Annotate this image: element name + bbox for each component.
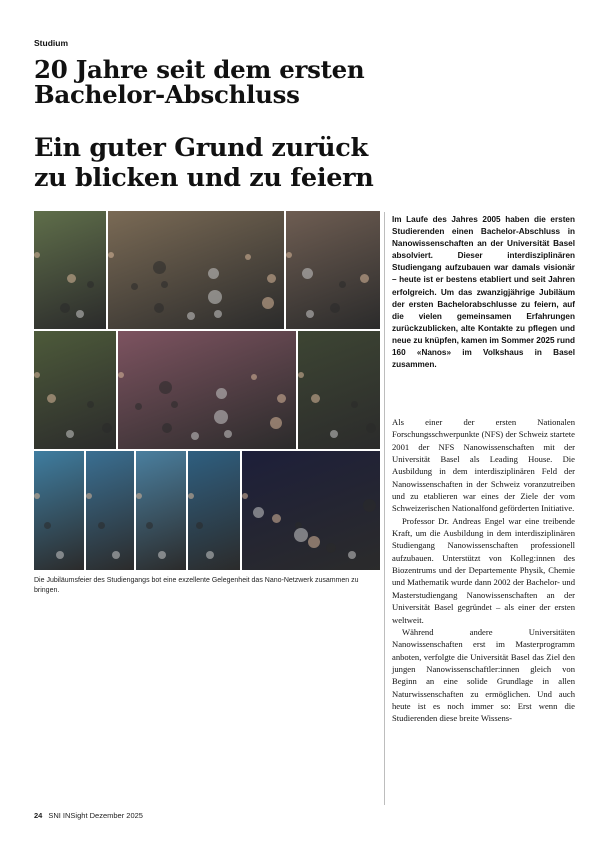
photo-caption: Die Jubiläumsfeier des Studiengangs bot eine exzellente Gelegenheit das Nano-Netzwerk zusammen zu bringen. <box>34 577 359 594</box>
subheadline-line-2: zu blicken und zu feiern <box>34 163 374 193</box>
column-divider <box>384 212 385 805</box>
lead-paragraph: Im Laufe des Jahres 2005 haben die ersten Studierenden einen Bachelor-Abschluss in Nanowissenschaften an der Universität Basel absolviert. Dieser interdisziplinären Studiengang aufzubauen war damals visionär – heute ist er bestens etabliert und seit Jahren erfolgreich. Um das zwanzigjährige Jubiläum der ersten Bachelorabschlusse zu feiern, auf die vielen gemeinsamen Erfahrungen zurückzublicken, alte Kontakte zu pflegen und neue zu knüpfen, kamen im Sommer 2025 rund 160 «Nanos» im Volkshaus in Basel zusammen. <box>392 215 575 370</box>
photo-collage <box>34 211 380 570</box>
subheadline-line-1: Ein guter Grund zurück <box>34 133 368 163</box>
photo-stage-panel <box>242 451 380 570</box>
headline-line-1: 20 Jahre seit dem ersten <box>34 55 365 84</box>
body-text <box>392 416 575 725</box>
photo-crowd-from-above <box>118 331 296 449</box>
page-footer <box>34 811 143 820</box>
photo-speaker-man-left <box>136 451 186 570</box>
subheadline <box>34 133 574 193</box>
body-paragraph-2: Professor Dr. Andreas Engel war eine treibende Kraft, um die Ausbildung in dem interdisziplinären Studiengang Nanowissenschaften professionell aufzubauen. Unterstützt von Kolleg:innen des Biozentrums und der Departemente Physik, Chemie und Mathematik wurde dann 2002 der Bachelor- und Masterstudiengang Nanowissenschaften an der Universität Basel gegründet – als einer der ersten weltweit. <box>392 515 575 625</box>
page-number: 24 <box>34 811 43 820</box>
body-paragraph-3: Während andere Universitäten Nanowissenschaften erst im Masterprogramm anboten, verfolgte die Universität Basel das Ziel den jungen Nanowissenschaftler:innen gleich von Beginn an eine solide Grundlage in allen Naturwissenschaften zu ermöglichen. Und auch heute ist es noch immer so: Erst wenn die Studierenden diese breite Wissens- <box>392 626 575 724</box>
photo-group-under-tree <box>34 331 116 449</box>
body-paragraph-1: Als einer der ersten Nationalen Forschungsschwerpunkte (NFS) der Schweiz startete 2001 der NFS Nanowissenschaften mit der Universität Basel als Leading House. Die Ausbildung in dem interdisziplinären Feld der Nanowissenschaften in der Schweiz voranzutreiben und zu etablieren war eines der Ziele der vom Schweizerischen Nationalfond geförderten Initiative. <box>392 417 575 514</box>
publication-name: SNI INSight Dezember 2025 <box>48 811 143 820</box>
section-label: Studium <box>34 38 68 48</box>
photo-garden-crowd <box>34 211 106 329</box>
photo-courtyard-people <box>286 211 380 329</box>
photo-evening-courtyard <box>298 331 380 449</box>
photo-speaker-man-right <box>188 451 240 570</box>
photo-speaker-man-stage <box>86 451 134 570</box>
photo-courtyard-guests <box>108 211 284 329</box>
headline <box>34 57 574 107</box>
photo-speaker-woman <box>34 451 84 570</box>
headline-line-2: Bachelor-Abschluss <box>34 80 300 109</box>
